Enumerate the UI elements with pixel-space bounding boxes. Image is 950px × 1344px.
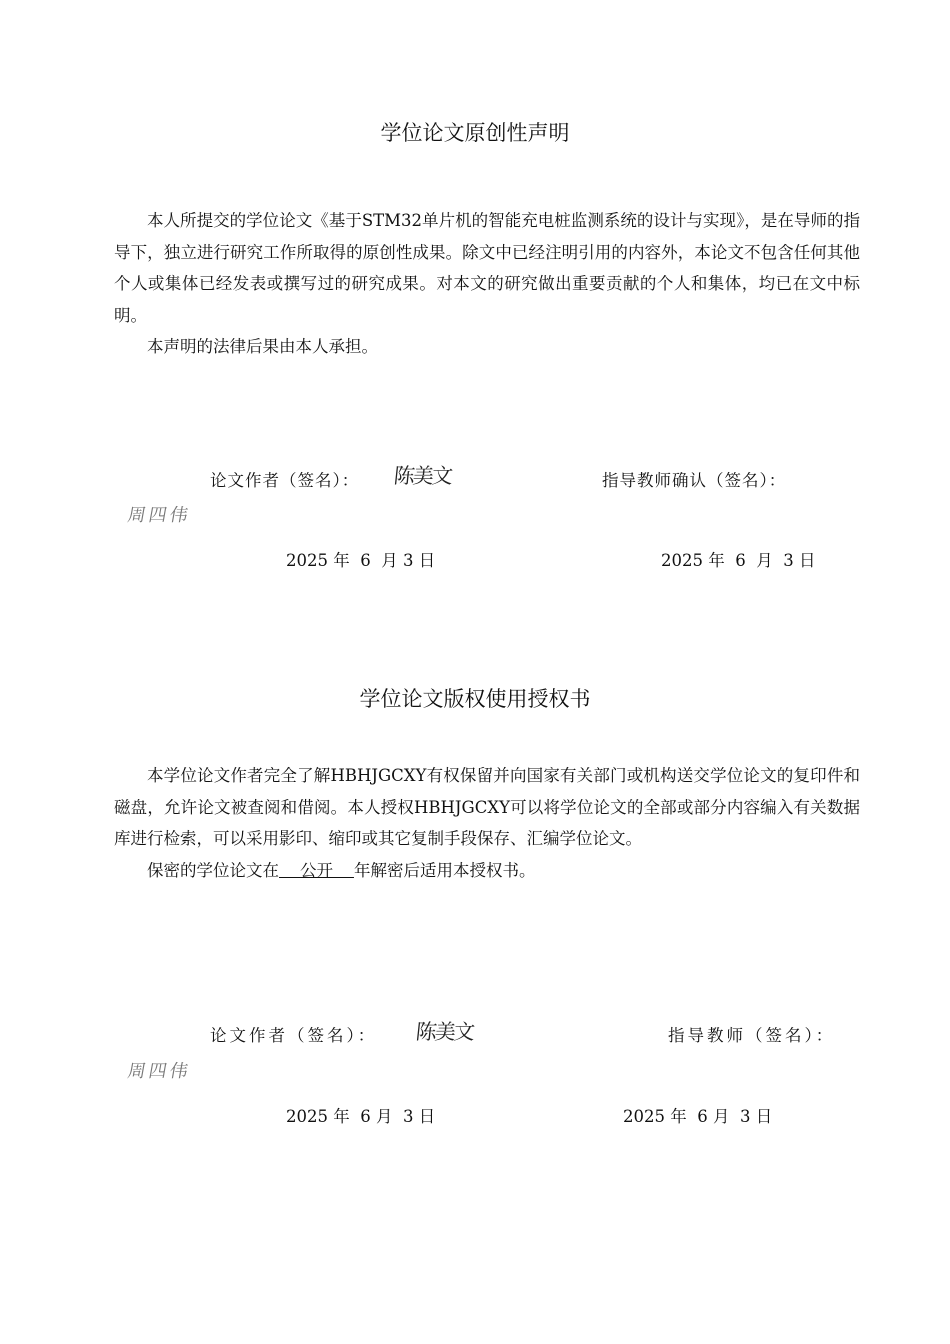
author-signature-label: 论文作者（签名）： <box>210 471 360 490</box>
author-signature-label-2: 论文作者（签名）： <box>210 1026 378 1045</box>
author-signature-2: 陈美文 <box>414 1020 475 1044</box>
originality-paragraph-2: 本声明的法律后果由本人承担。 <box>147 337 378 356</box>
originality-declaration-title: 学位论文原创性声明 <box>380 121 570 145</box>
advisor-signature: 周四伟 <box>125 505 193 526</box>
author-signature: 陈美文 <box>392 464 453 488</box>
advisor-signature-label-2: 指导教师（签名）： <box>668 1026 836 1045</box>
advisor-confirm-signature-label: 指导教师确认（签名）： <box>602 471 787 490</box>
advisor-date: 2025 年 6 月 3 日 <box>661 551 816 570</box>
author-date-2: 2025 年 6 月 3 日 <box>286 1107 436 1126</box>
confidential-suffix: 年解密后适用本授权书。 <box>353 860 536 880</box>
author-date: 2025 年 6 月 3 日 <box>286 551 436 570</box>
copyright-paragraph-2 <box>114 855 860 887</box>
advisor-signature-2: 周四伟 <box>125 1061 193 1082</box>
confidential-period-value: 公开 <box>279 860 354 880</box>
copyright-authorization-body <box>114 760 860 886</box>
copyright-authorization-title: 学位论文版权使用授权书 <box>359 687 591 711</box>
copyright-paragraph-1: 本学位论文作者完全了解HBHJGCXY有权保留并向国家有关部门或机构送交学位论文的复印件和磁盘，允许论文被查阅和借阅。本人授权HBHJGCXY可以将学位论文的全部或部分内容编入有关数据库进行检索，可以采用影印、缩印或其它复制手段保存、汇编学位论文。 <box>114 766 860 848</box>
originality-paragraph-1: 本人所提交的学位论文《基于STM32单片机的智能充电桩监测系统的设计与实现》，是在导师的指导下，独立进行研究工作所取得的原创性成果。除文中已经注明引用的内容外，本论文不包含任何其他个人或集体已经发表或撰写过的研究成果。对本文的研究做出重要贡献的个人和集体，均已在文中标明。 <box>114 211 860 325</box>
advisor-date-2: 2025 年 6 月 3 日 <box>623 1107 773 1126</box>
originality-declaration-body <box>114 205 860 363</box>
confidential-prefix: 保密的学位论文在 <box>147 860 279 880</box>
